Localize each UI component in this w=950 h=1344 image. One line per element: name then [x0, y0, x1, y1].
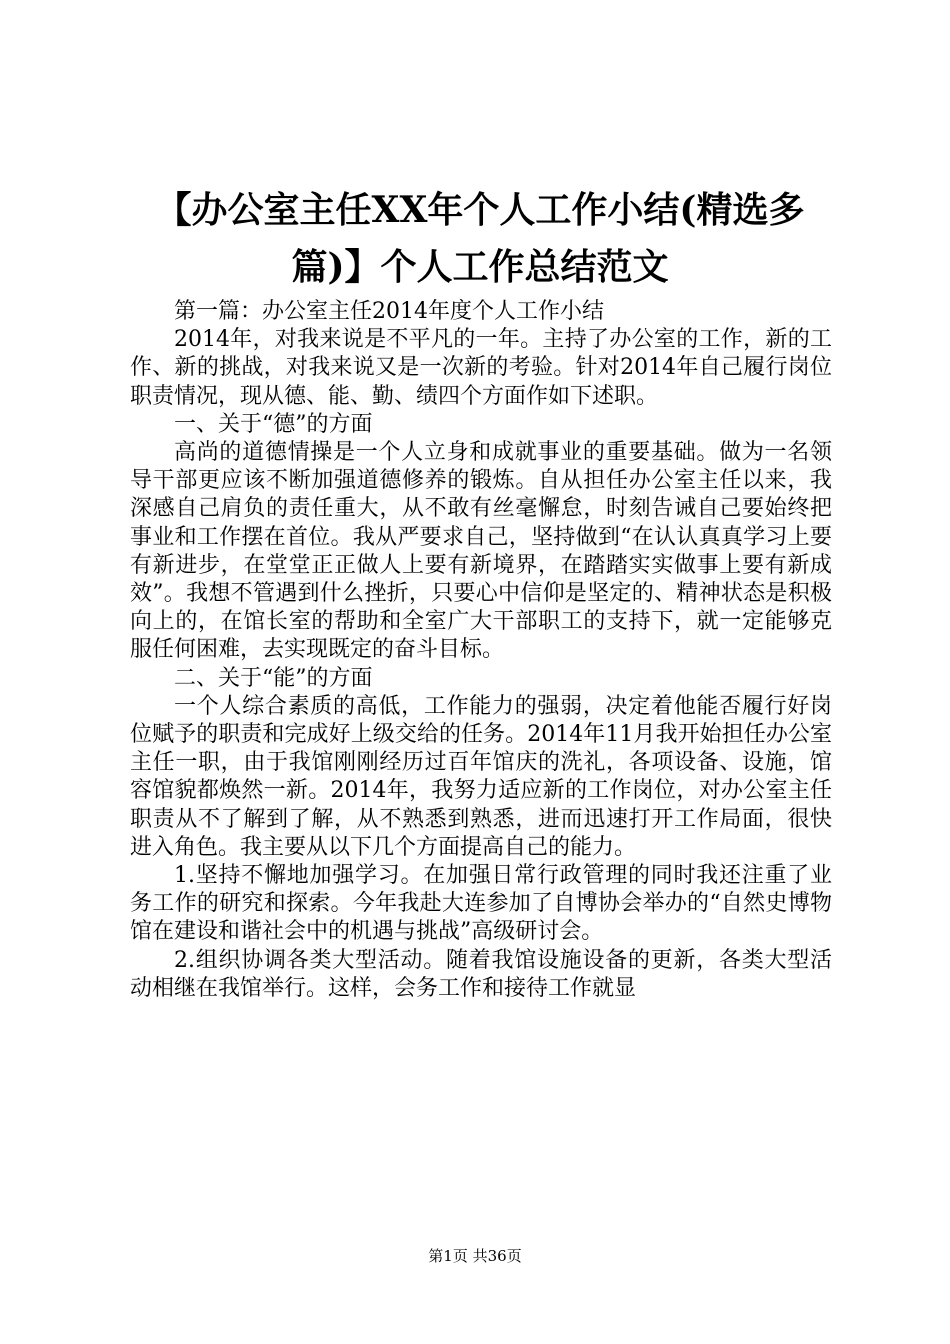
section-heading: 二、关于“能”的方面 — [174, 665, 373, 691]
paragraph: 2.组织协调各类大型活动。随着我馆设施设备的更新，各类大型活动相继在我馆举行。这样，会务工作和接待工作就显 — [130, 947, 832, 1001]
document-body — [130, 298, 832, 1003]
document-title: 【办公室主任XX年个人工作小结(精选多篇)】个人工作总结范文 — [155, 189, 805, 288]
paragraph: 2014年，对我来说是不平凡的一年。主持了办公室的工作，新的工作、新的挑战，对我来说又是一次新的考验。针对2014年自己履行岗位职责情况，现从德、能、勤、绩四个方面作如下述职。 — [130, 327, 832, 409]
section-heading: 第一篇：办公室主任2014年度个人工作小结 — [174, 299, 604, 324]
paragraph: 高尚的道德情操是一个人立身和成就事业的重要基础。做为一名领导干部更应该不断加强道德修养的锻炼。自从担任办公室主任以来，我深感自己肩负的责任重大，从不敢有丝毫懈怠，时刻告诫自己要始终把事业和工作摆在首位。我从严要求自己，坚持做到“在认认真真学习上要有新进步，在堂堂正正做人上要有新境界，在踏踏实实做事上要有新成效”。我想不管遇到什么挫折，只要心中信仰是坚定的、精神状态是积极向上的，在馆长室的帮助和全室广大干部职工的支持下，就一定能够克服任何困难，去实现既定的奋斗目标。 — [130, 440, 832, 663]
paragraph: 一个人综合素质的高低，工作能力的强弱，决定着他能否履行好岗位赋予的职责和完成好上级交给的任务。2014年11月我开始担任办公室主任一职，由于我馆刚刚经历过百年馆庆的洗礼，各项设备、设施，馆容馆貌都焕然一新。2014年，我努力适应新的工作岗位，对办公室主任职责从不了解到了解，从不熟悉到熟悉，进而迅速打开工作局面，很快进入角色。我主要从以下几个方面提高自己的能力。 — [130, 693, 832, 860]
page-footer: 第1页 共36页 — [428, 1247, 522, 1265]
paragraph: 1.坚持不懈地加强学习。在加强日常行政管理的同时我还注重了业务工作的研究和探索。今年我赴大连参加了自博协会举办的“自然史博物馆在建设和谐社会中的机遇与挑战”高级研讨会。 — [130, 863, 832, 945]
section-heading: 一、关于“德”的方面 — [174, 411, 373, 437]
